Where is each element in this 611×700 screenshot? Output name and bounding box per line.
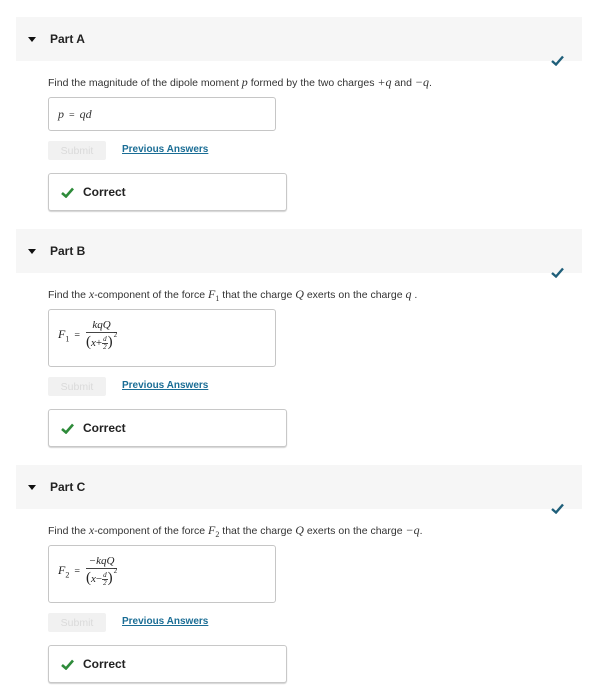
part-a-submit-button[interactable]: Submit [48, 141, 106, 160]
answer-fraction: −kqQ (x− $\frac{d}{2}$ )$^2$ [85, 555, 118, 587]
part-b-title: Part B [50, 244, 86, 258]
checkmark-icon [551, 55, 564, 66]
part-b-prompt: Find the x-component of the force $F_1$ that the charge Q exerts on the charge q . [48, 287, 418, 304]
part-b-submit-button[interactable]: Submit [48, 377, 106, 396]
part-a-title: Part A [50, 32, 85, 46]
part-c-header[interactable] [16, 465, 582, 509]
correct-label: Correct [83, 421, 126, 435]
checkmark-icon [551, 503, 564, 514]
part-a-correct-feedback [48, 173, 287, 211]
part-c-submit-button[interactable]: Submit [48, 613, 106, 632]
answer-fraction: kqQ (x+ $\frac{d}{2}$ )$^2$ [85, 319, 118, 351]
part-b-section [16, 229, 582, 449]
part-b-previous-answers-link[interactable]: Previous Answers [122, 380, 209, 391]
part-a-previous-answers-link[interactable]: Previous Answers [122, 144, 209, 155]
part-c-section [16, 465, 582, 695]
part-c-correct-feedback [48, 645, 287, 683]
part-c-answer-box[interactable]: $F_2$ = −kqQ (x− $\frac{d}{2}$ )$^2$ [48, 545, 276, 603]
part-c-previous-answers-link[interactable]: Previous Answers [122, 616, 209, 627]
part-b-correct-feedback [48, 409, 287, 447]
checkmark-icon [551, 267, 564, 278]
correct-label: Correct [83, 657, 126, 671]
caret-down-icon[interactable] [28, 485, 36, 490]
part-a-answer-box[interactable]: p = qd [48, 97, 276, 131]
answer-lhs: $F_1$ [58, 326, 70, 344]
answer-lhs: $F_2$ [58, 562, 70, 580]
part-a-prompt: Find the magnitude of the dipole moment p formed by the two charges +q and −q. [48, 75, 432, 89]
part-b-header[interactable] [16, 229, 582, 273]
correct-check-icon [61, 187, 74, 198]
part-a-header[interactable] [16, 17, 582, 61]
part-a-section [16, 17, 582, 217]
caret-down-icon[interactable] [28, 249, 36, 254]
part-c-title: Part C [50, 480, 86, 494]
caret-down-icon[interactable] [28, 37, 36, 42]
part-b-answer-box[interactable]: $F_1$ = kqQ (x+ $\frac{d}{2}$ )$^2$ [48, 309, 276, 367]
correct-label: Correct [83, 185, 126, 199]
correct-check-icon [61, 659, 74, 670]
part-c-prompt: Find the x-component of the force $F_2$ that the charge Q exerts on the charge −q. [48, 523, 423, 540]
answer-rhs: qd [79, 107, 92, 121]
answer-lhs: p [58, 107, 64, 121]
correct-check-icon [61, 423, 74, 434]
